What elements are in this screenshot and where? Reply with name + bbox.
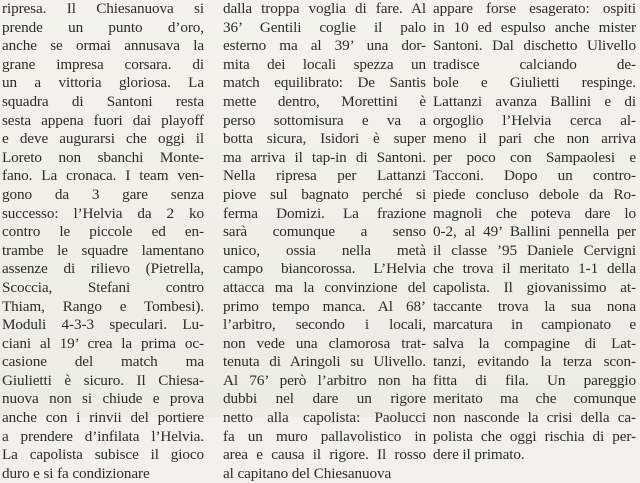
text-line: match equilibrato: De Santis	[223, 74, 426, 92]
text-line: polista che oggi rischia di per-	[433, 427, 636, 445]
text-line: fitta di fila. Un pareggio	[433, 371, 636, 389]
text-line: al capitano del Chiesanuova	[223, 464, 392, 482]
text-line: tradisce calciando de-	[433, 55, 636, 73]
text-line: non vede una clamorosa trat-	[223, 334, 426, 352]
text-line: il classe ’95 Daniele Cervigni	[433, 241, 636, 259]
text-line: meritato ma che comunque	[433, 390, 636, 408]
article-column-2	[223, 0, 426, 483]
text-line: area e causa il rigore. Il rosso	[223, 446, 426, 464]
text-line: orgoglio l’Helvia cerca al-	[433, 111, 636, 129]
text-line: successo: l’Helvia da 2 ko	[2, 204, 204, 222]
text-line: anche se ormai annusava la	[2, 37, 204, 55]
text-line: capolista. Il giovanissimo at-	[433, 278, 636, 296]
text-line: marcatura in campionato e	[433, 316, 636, 334]
text-line: per poco con Sampaolesi e	[433, 148, 636, 166]
text-line: Loreto non sbanchi Monte-	[2, 148, 204, 166]
text-line: attacca ma la convinzione del	[223, 278, 426, 296]
text-line: appare forse esagerato: ospiti	[433, 0, 636, 17]
text-line: a prendere d’infilata l’Helvia.	[2, 427, 204, 445]
text-line: dalla troppa voglia di fare. Al	[223, 0, 426, 17]
text-line: Moduli 4-3-3 speculari. Lu-	[2, 316, 204, 334]
text-line: dere il primato.	[433, 446, 525, 464]
text-line: casione del match ma	[2, 353, 204, 371]
text-line: nuova non si chiude e prova	[2, 390, 204, 408]
text-line: mette dentro, Morettini è	[223, 92, 426, 110]
text-line: fano. La cronaca. I team ven-	[2, 167, 204, 185]
text-line: Al 76’ però l’arbitro non ha	[223, 371, 426, 389]
article-column-3	[433, 0, 636, 465]
text-line: Giulietti è sicuro. Il Chiesa-	[2, 371, 204, 389]
text-line: tanzi, evitando la terza scon-	[433, 353, 636, 371]
text-line: campo biancorossa. L’Helvia	[223, 260, 426, 278]
text-line: ma arriva il tap-in di Santoni.	[223, 148, 426, 166]
text-line: ciani al 19’ crea la prima oc-	[2, 334, 204, 352]
text-line: assenze di rilievo (Pietrella,	[2, 260, 204, 278]
text-line: magnoli che poteva dare lo	[433, 204, 636, 222]
text-line: prende un punto d’oro,	[2, 18, 204, 36]
text-line: taccante trova la sua nona	[433, 297, 636, 315]
text-line: e deve augurarsi che oggi il	[2, 130, 204, 148]
text-line: che trova il meritato 1-1 della	[433, 260, 636, 278]
text-line: sarà comunque a senso	[223, 223, 426, 241]
text-line: La capolista subisce il gioco	[2, 446, 204, 464]
text-line: squadra di Santoni resta	[2, 92, 204, 110]
text-line: fa un muro pallavolistico in	[223, 427, 426, 445]
text-line: ripresa. Il Chiesanuova si	[2, 0, 204, 17]
text-line: perso sottomisura e va a	[223, 111, 426, 129]
text-line: piove sul bagnato perché si	[223, 185, 426, 203]
text-line: botta sicura, Isidori è super	[223, 130, 426, 148]
text-line: un a vittoria gloriosa. La	[2, 74, 204, 92]
text-line: mita dei locali spezza un	[223, 55, 426, 73]
text-line: Tacconi. Dopo un contro-	[433, 167, 636, 185]
text-line: anche con i rinvii del portiere	[2, 409, 204, 427]
text-line: grane impresa corsara. di	[2, 55, 204, 73]
article-column-1	[2, 0, 204, 483]
text-line: Nella ripresa per Lattanzi	[223, 167, 426, 185]
text-line: in 10 ed espulso anche mister	[433, 18, 636, 36]
text-line: trambe le squadre lamentano	[2, 241, 204, 259]
text-line: piede concluso debole da Ro-	[433, 185, 636, 203]
text-line: Scoccia, Stefani contro	[2, 278, 204, 296]
text-line: sesta appena fuori dai playoff	[2, 111, 204, 129]
text-line: l’arbitro, secondo i locali,	[223, 316, 426, 334]
text-line: salva la compagine di Lat-	[433, 334, 636, 352]
text-line: tenuta di Aringoli su Ulivello.	[223, 353, 426, 371]
text-line: bole e Giulietti respinge.	[433, 74, 636, 92]
text-line: Thiam, Rango e Tombesi).	[2, 297, 204, 315]
text-line: meno il pari che non arriva	[433, 130, 636, 148]
text-line: contro le piccole ed en-	[2, 223, 204, 241]
text-line: non nasconde la crisi della ca-	[433, 409, 636, 427]
text-line: Santoni. Dal dischetto Ulivello	[433, 37, 636, 55]
text-line: duro e si fa condizionare	[2, 464, 150, 482]
text-line: ferma Domizi. La frazione	[223, 204, 426, 222]
text-line: 0-2, al 49’ Ballini pennella per	[433, 223, 636, 241]
text-line: unico, ossia nella metà	[223, 241, 426, 259]
text-line: netto alla capolista: Paolucci	[223, 409, 426, 427]
text-line: primo tempo manca. Al 68’	[223, 297, 426, 315]
text-line: 36’ Gentili coglie il palo	[223, 18, 426, 36]
text-line: esterno ma al 39’ una dor-	[223, 37, 426, 55]
text-line: dubbi nel dare un rigore	[223, 390, 426, 408]
text-line: Lattanzi avanza Ballini e di	[433, 92, 636, 110]
text-line: gono da 3 gare senza	[2, 185, 204, 203]
